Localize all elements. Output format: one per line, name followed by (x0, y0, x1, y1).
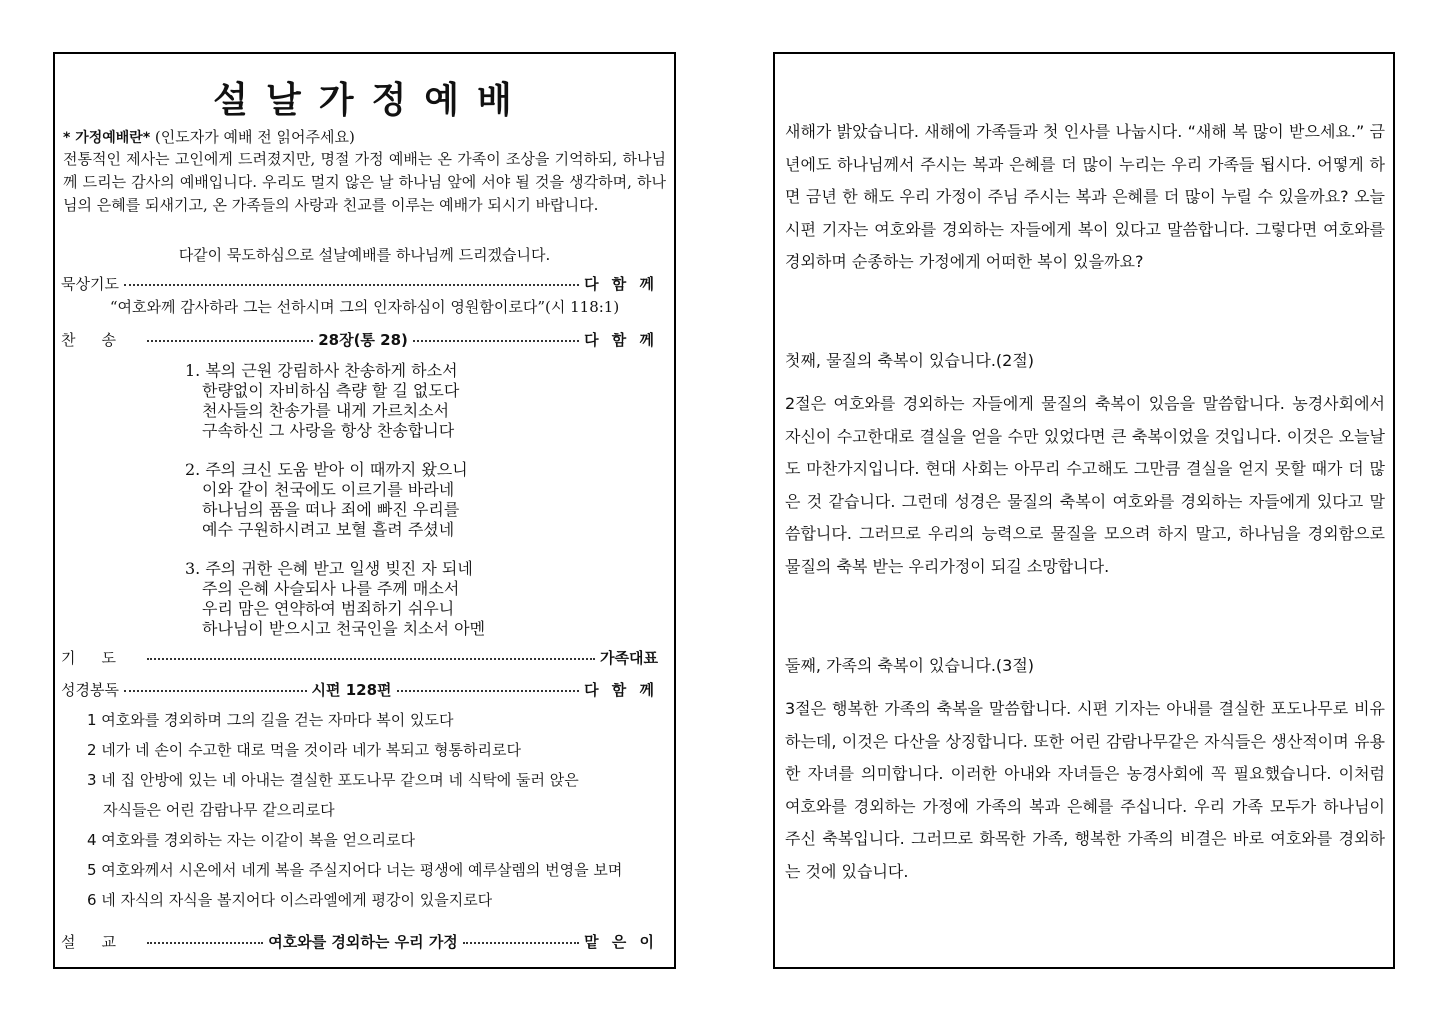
leader-dots (147, 942, 263, 944)
order-label: 찬송 (61, 330, 142, 349)
invocation: 다같이 묵도하심으로 설날예배를 하나님께 드리겠습니다. (178, 246, 551, 264)
order-row-hymn (61, 328, 658, 350)
psalm-verse: 6 네 자식의 자식을 볼지어다 이스라엘에게 평강이 있을지로다 (87, 891, 493, 909)
hymn-line: 구속하신 그 사랑을 항상 찬송합니다 (202, 421, 455, 440)
sermon-panel (773, 52, 1395, 969)
intro-text: 전통적인 제사는 고인에게 드려졌지만, 명절 가정 예배는 온 가족이 조상을 기억하되, 하나님께 드리는 감사의 예배입니다. 우리도 멀지 않은 날 하나님 앞에 서야 될 것을 생각하며, 하나님의 은혜를 되새기고, 온 가족들의 사랑과 친교를 이루는 예배가 되시기 바랍니다. (63, 150, 666, 214)
leader-dots (124, 690, 307, 692)
hymn-stanza (185, 559, 485, 639)
hymn-line: 우리 맘은 연약하여 범죄하기 쉬우니 (202, 599, 455, 618)
leader-dots (463, 942, 579, 944)
hymn-lyrics (185, 361, 485, 658)
hymn-line: 이와 같이 천국에도 이르기를 바라네 (202, 480, 455, 499)
psalm-verse: 3 네 집 안방에 있는 네 아내는 결실한 포도나무 같으며 네 식탁에 둘러 앉은 (87, 771, 579, 789)
hymn-line: 천사들의 찬송가를 내게 가르치소서 (202, 401, 450, 420)
leader-dots (124, 284, 579, 286)
order-label: 묵상기도 (61, 274, 119, 293)
hymn-stanza (185, 460, 485, 540)
hymn-line: 하나님이 받으시고 천국인을 치소서 아멘 (202, 619, 486, 638)
point-1-body: 2절은 여호와를 경외하는 자들에게 물질의 축복이 있음을 말씀합니다. 농경사회에서 자신이 수고한대로 결실을 얻을 수만 있었다면 큰 축복이었을 것입니다. 이것은 오늘날도 마찬가지입니다. 현대 사회는 아무리 수고해도 그만큼 결실을 얻지 못할 때가 더 많은 것 같습니다. 그런데 성경은 물질의 축복이 여호와를 경외하는 자들에게 있다고 말씀합니다. 그러므로 우리의 능력으로 물질을 모으려 하지 말고, 하나님을 경외함으로 물질의 축복 받는 우리가정이 되길 소망합니다. (785, 394, 1385, 576)
page-title: 설날가정예배 (213, 79, 530, 121)
hymn-line: 하나님의 품을 떠나 죄에 빠진 우리를 (202, 500, 460, 519)
psalm-verse: 1 여호와를 경외하며 그의 길을 걷는 자마다 복이 있도다 (87, 711, 454, 729)
intro-heading (63, 126, 355, 147)
leader-dots (147, 340, 313, 342)
intro-label: * 가정예배란* (63, 130, 151, 146)
order-label: 성경봉독 (61, 680, 119, 699)
hymn-stanza (185, 361, 485, 441)
leader-dots (147, 658, 595, 660)
leader-dots (413, 340, 579, 342)
order-middle: 시편 128편 (311, 680, 392, 699)
hymn-line: 1. 복의 근원 강림하사 찬송하게 하소서 (185, 361, 458, 380)
order-who: 다 함 께 (584, 680, 658, 699)
order-row-scripture (61, 678, 658, 700)
point-1-heading: 첫째, 물질의 축복이 있습니다.(2절) (785, 351, 1035, 370)
order-middle: 여호와를 경외하는 우리 가정 (268, 932, 458, 951)
order-who: 가족대표 (600, 648, 658, 667)
point-2-heading: 둘째, 가족의 축복이 있습니다.(3절) (785, 656, 1035, 675)
intro-note: (인도자가 예배 전 읽어주세요) (150, 128, 355, 146)
order-row-prayer (61, 646, 658, 668)
order-who: 다 함 께 (584, 274, 658, 293)
psalm-verse: 4 여호와를 경외하는 자는 이같이 복을 얻으리로다 (87, 831, 415, 849)
leader-dots (397, 690, 580, 692)
order-middle: 28장(통 28) (318, 330, 408, 349)
hymn-line: 한량없이 자비하심 측량 할 길 없도다 (202, 381, 460, 400)
psalm-verse: 5 여호와께서 시온에서 네게 복을 주실지어다 너는 평생에 예루살렘의 번영을 보며 (87, 861, 623, 879)
sermon-intro: 새해가 밝았습니다. 새해에 가족들과 첫 인사를 나눕시다. “새해 복 많이 받으세요.” 금년에도 하나님께서 주시는 복과 은혜를 더 많이 누리는 우리 가족들 됩시다. 어떻게 하면 금년 한 해도 우리 가정이 주님 주시는 복과 은혜를 더 많이 누릴 수 있을까요? 오늘 시편 기자는 여호와를 경외하는 자들에게 복이 있다고 말씀합니다. 그렇다면 여호와를 경외하며 순종하는 가정에게 어떠한 복이 있을까요? (785, 122, 1385, 271)
order-row-sermon (61, 930, 658, 952)
psalm-text (87, 705, 667, 915)
worship-order-panel (53, 52, 676, 969)
hymn-line: 주의 은혜 사슬되사 나를 주께 매소서 (202, 579, 460, 598)
order-label: 기도 (61, 648, 142, 667)
order-who: 맡 은 이 (584, 932, 658, 951)
psalm-verse: 자식들은 어린 감람나무 같으리로다 (103, 801, 335, 819)
order-row-silent-prayer (61, 272, 658, 294)
psalm-verse: 2 네가 네 손이 수고한 대로 먹을 것이라 네가 복되고 형통하리로다 (87, 741, 521, 759)
hymn-line: 예수 구원하시려고 보혈 흘려 주셨네 (202, 520, 455, 539)
hymn-line: 3. 주의 귀한 은혜 받고 일생 빚진 자 되네 (185, 559, 473, 578)
point-2-body: 3절은 행복한 가족의 축복을 말씀합니다. 시편 기자는 아내를 결실한 포도나무로 비유하는데, 이것은 다산을 상징합니다. 또한 어린 감람나무같은 자식들은 생산적이며 유용한 자녀를 의미합니다. 이러한 아내와 자녀들은 농경사회에 꼭 필요했습니다. 이처럼 여호와를 경외하는 가정에 가족의 복과 은혜를 주십니다. 우리 가족 모두가 하나님이 주신 축복입니다. 그러므로 화목한 가족, 행복한 가족의 비결은 바로 여호와를 경외하는 것에 있습니다. (785, 699, 1385, 881)
hymn-line: 2. 주의 크신 도움 받아 이 때까지 왔으니 (185, 460, 468, 479)
order-who: 다 함 께 (584, 330, 659, 349)
call-verse: “여호와께 감사하라 그는 선하시며 그의 인자하심이 영원함이로다”(시 118:1) (109, 298, 620, 316)
order-label: 설교 (61, 932, 142, 951)
